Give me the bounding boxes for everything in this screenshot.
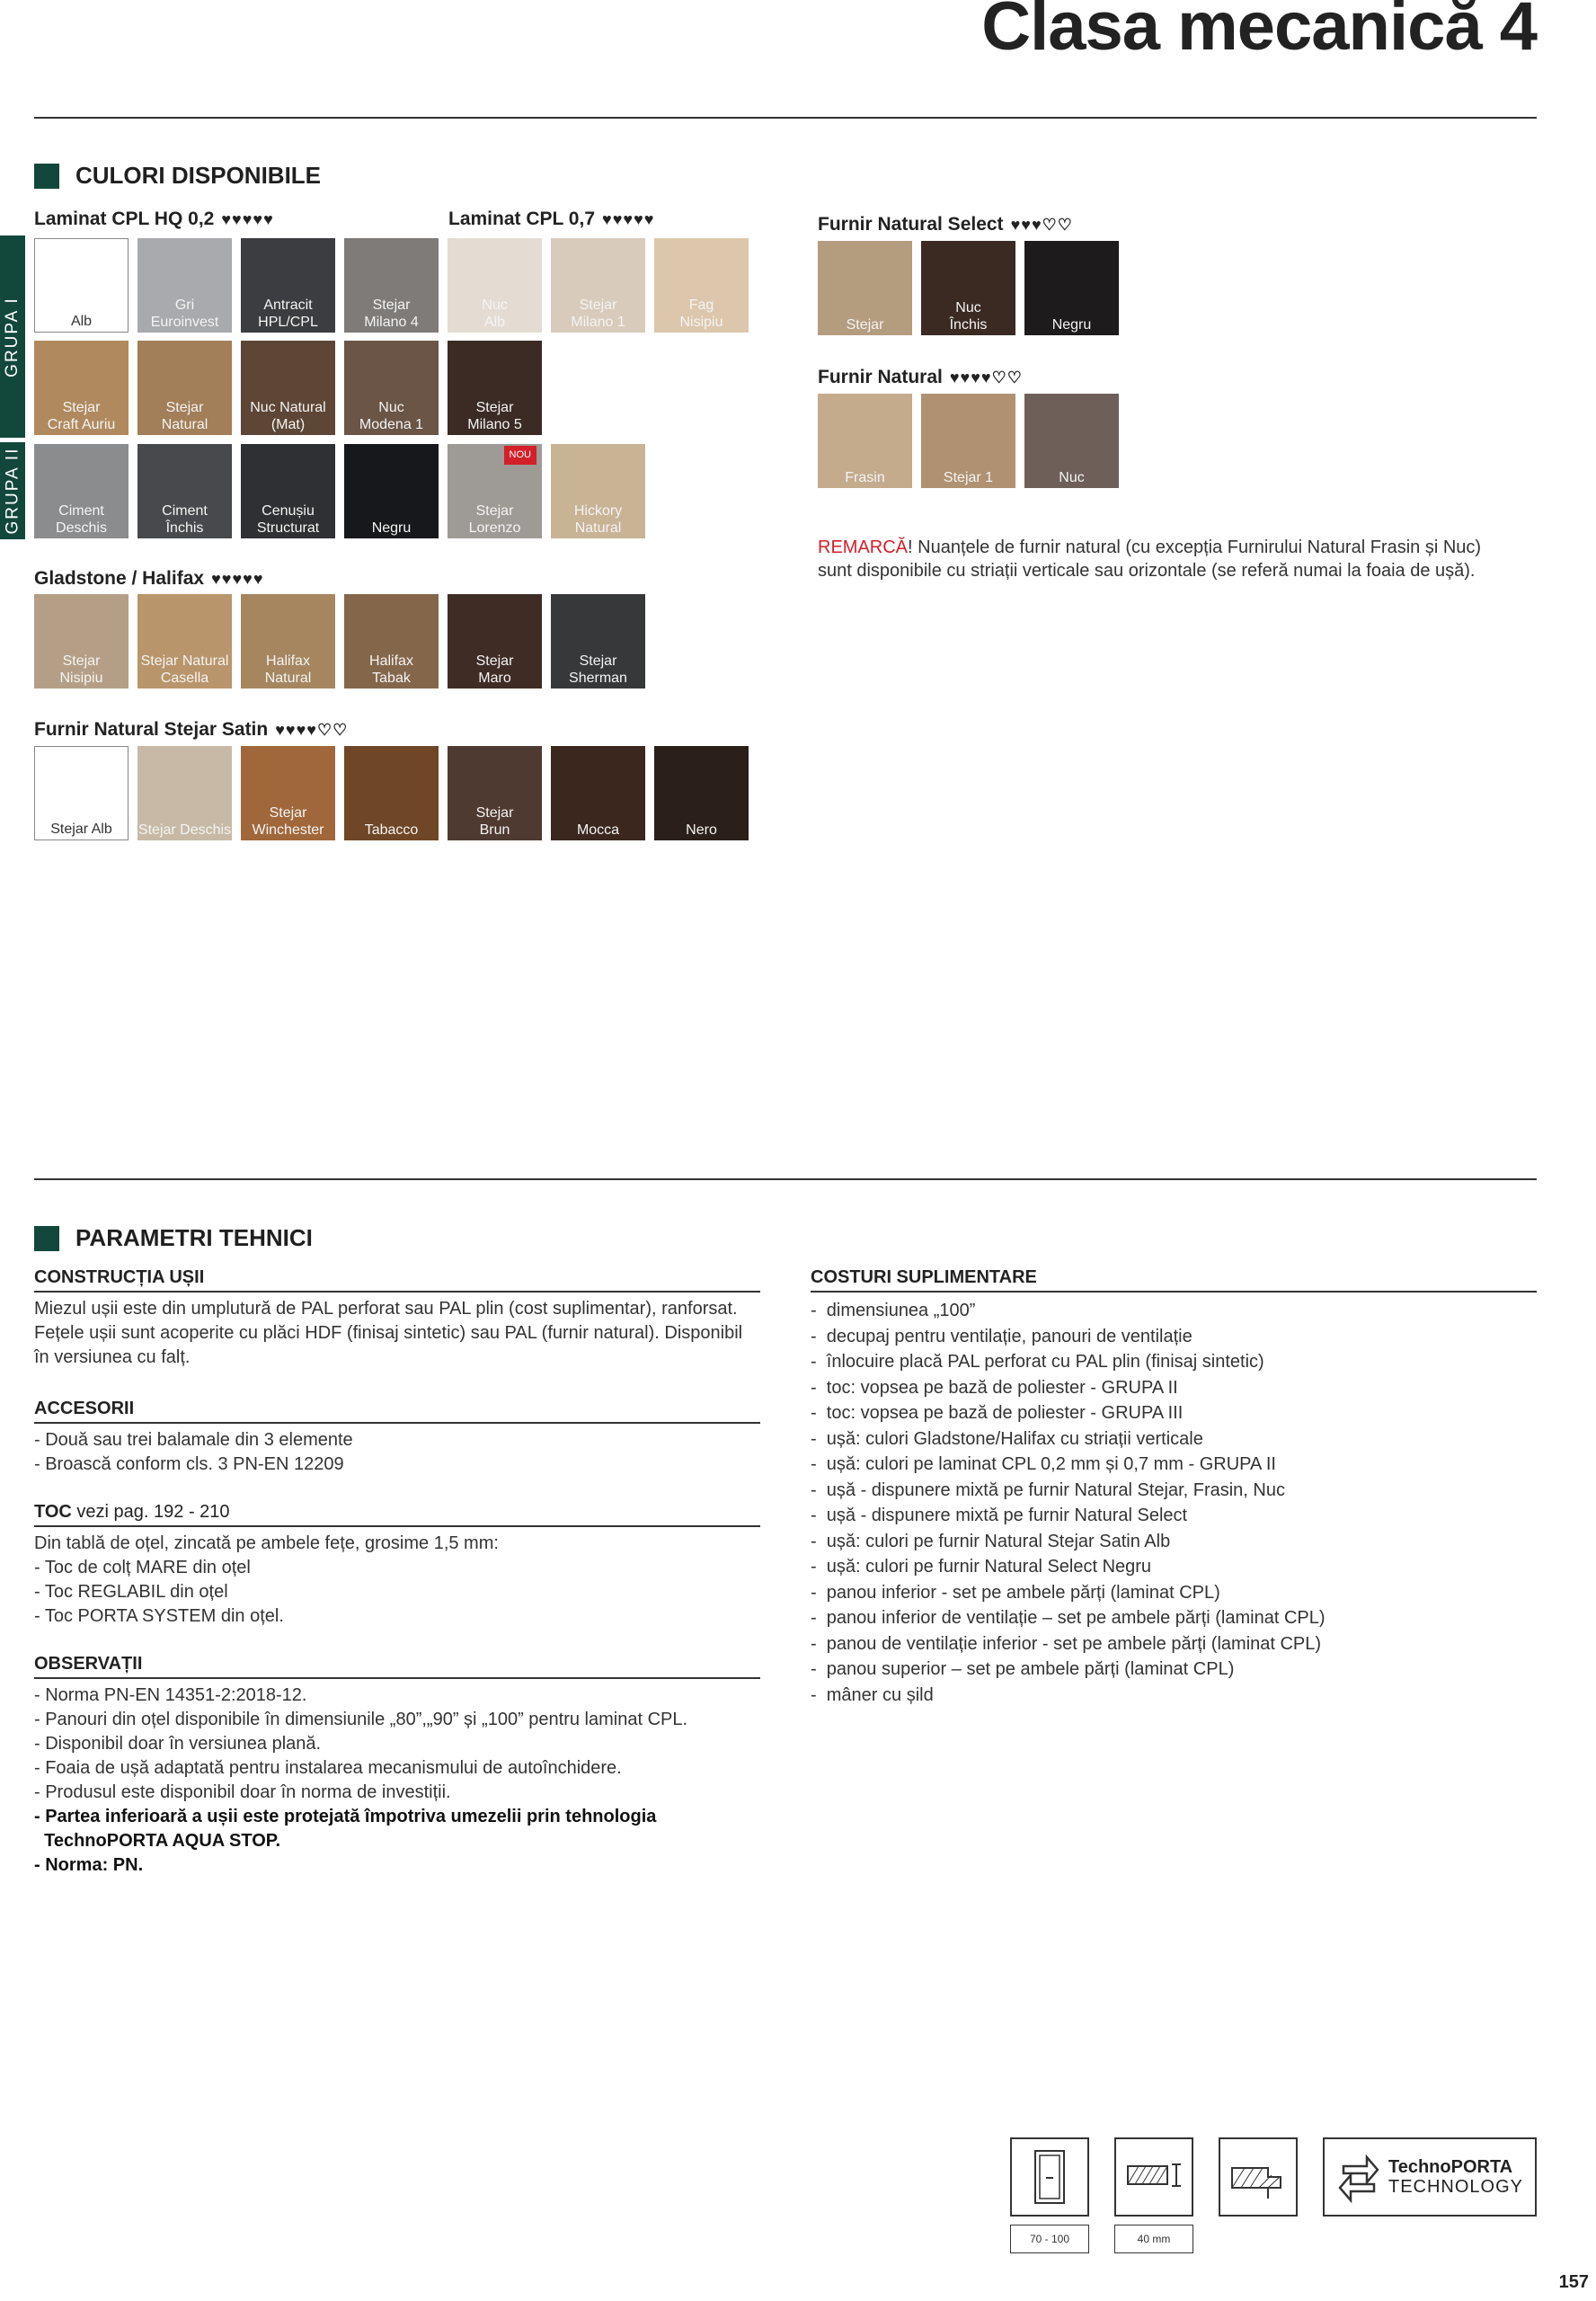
text-line: Din tablă de oțel, zincată pe ambele fețe, grosime 1,5 mm:: [34, 1533, 499, 1553]
text-line: - Toc PORTA SYSTEM din oțel.: [34, 1606, 284, 1626]
new-badge: NOU: [504, 446, 536, 465]
rating-hearts-icon: ♥♥♥♥♡♡: [275, 720, 349, 739]
costs-title: COSTURI SUPLIMENTARE: [811, 1267, 1537, 1293]
color-swatch: [241, 238, 335, 333]
natural-title-label: Furnir Natural: [818, 367, 943, 387]
text-line: - Broască conform cls. 3 PN-EN 12209: [34, 1454, 344, 1474]
page-title: Clasa mecanică 4: [981, 0, 1537, 65]
color-swatch-label: Stejar Lorenzo: [468, 503, 521, 536]
text-line: - Disponibil doar în versiunea plană.: [34, 1734, 322, 1754]
cost-item: - ușă - dispunere mixtă pe furnir Natural Select: [811, 1506, 1188, 1525]
cost-item: - ușă - dispunere mixtă pe furnir Natural Stejar, Frasin, Nuc: [811, 1479, 1285, 1500]
tech-heading: [34, 1224, 313, 1252]
rating-hearts-icon: ♥♥♥♥♥: [221, 209, 274, 228]
cost-item: - dimensiunea „100”: [811, 1301, 976, 1320]
cost-item: - decupaj pentru ventilație, panouri de ventilație: [811, 1326, 1193, 1346]
color-swatch-label: Stejar Milano 1: [571, 298, 625, 330]
thickness-icon: [1114, 2137, 1193, 2217]
color-swatch-label: Stejar 1: [943, 470, 994, 485]
color-swatch: [448, 341, 542, 435]
color-swatch-label: Mocca: [576, 822, 620, 838]
section-rule: [34, 1178, 1537, 1180]
color-swatch: [34, 444, 129, 538]
color-swatch: [34, 746, 129, 840]
text-line: - Foaia de ușă adaptată pentru instalarea mecanismului de autoînchidere.: [34, 1758, 622, 1778]
color-swatch-label: Nuc Natural (Mat): [250, 400, 326, 432]
color-swatch: [34, 341, 129, 435]
satin-title: [34, 719, 348, 741]
rating-hearts-icon: ♥♥♥♥♥: [211, 569, 264, 588]
color-swatch: [344, 444, 439, 538]
color-swatch: [34, 594, 129, 689]
color-swatch-label: Stejar Alb: [50, 822, 112, 837]
color-swatch-label: Stejar Milano 4: [364, 298, 419, 330]
color-swatch: [344, 238, 439, 333]
color-swatch-label: Stejar Craft Auriu: [47, 400, 116, 432]
cost-item: - ușă: culori pe furnir Natural Select Negru: [811, 1557, 1152, 1577]
color-swatch-label: Stejar Sherman: [569, 653, 627, 686]
color-swatch-label: Ciment Deschis: [56, 503, 107, 536]
color-swatch-label: Cenușiu Structurat: [256, 503, 320, 536]
color-swatch: [344, 341, 439, 435]
color-swatch-label: Nuc Modena 1: [359, 400, 424, 432]
rebate-icon: [1219, 2137, 1298, 2217]
cost-item: - mâner cu șild: [811, 1684, 934, 1705]
color-swatch-label: Tabacco: [364, 822, 419, 838]
text-line: Miezul ușii este din umplutură de PAL perforat sau PAL plin (cost suplimentar), ranforsat.: [34, 1299, 738, 1319]
observations-title: OBSERVAȚII: [34, 1654, 760, 1679]
grupa-2-bar: [0, 442, 25, 539]
title-rule: [34, 117, 1537, 119]
color-swatch: [137, 341, 232, 435]
toc-title: [34, 1502, 760, 1527]
cost-item: - toc: vopsea pe bază de poliester - GRUPA III: [811, 1403, 1184, 1423]
toc-page-ref: vezi pag. 192 - 210: [71, 1502, 230, 1522]
color-swatch-label: Frasin: [845, 470, 885, 485]
tech-right-column: [811, 1267, 1537, 1708]
costs-list: [811, 1298, 1537, 1708]
brand-subtitle: TECHNOLOGY: [1388, 2177, 1524, 2197]
color-swatch-label: Negru: [371, 520, 412, 536]
color-swatch-label: Halifax Tabak: [369, 653, 413, 686]
satin-title-label: Furnir Natural Stejar Satin: [34, 719, 269, 740]
toc-text: [34, 1532, 760, 1629]
thickness-label: 40 mm: [1114, 2225, 1193, 2253]
rating-hearts-icon: ♥♥♥♡♡: [1010, 215, 1073, 234]
color-swatch: [551, 594, 645, 689]
color-swatch-label: Antracit HPL/CPL: [258, 298, 318, 330]
color-swatch-label: Gri Euroinvest: [150, 298, 219, 330]
accessories-title: ACCESORII: [34, 1399, 760, 1424]
select-title: [818, 214, 1073, 235]
text-line-bold: - Norma: PN.: [34, 1855, 144, 1875]
construction-title: CONSTRUCȚIA UȘII: [34, 1267, 760, 1293]
colors-heading-label: CULORI DISPONIBILE: [75, 162, 322, 189]
color-swatch: [241, 746, 335, 840]
color-swatch: [344, 594, 439, 689]
cpl02-title: [34, 209, 274, 230]
cost-item: - înlocuire placă PAL perforat cu PAL plin (finisaj sintetic): [811, 1352, 1264, 1372]
toc-title-label: TOC: [34, 1502, 72, 1522]
text-line: - Produsul este disponibil doar în norma de investiții.: [34, 1782, 451, 1802]
text-line: - Două sau trei balamale din 3 elemente: [34, 1430, 353, 1450]
text-line: - Norma PN-EN 14351-2:2018-12.: [34, 1685, 307, 1705]
tech-left-column: [34, 1267, 760, 1878]
color-swatch: [654, 238, 749, 333]
color-swatch-label: Nuc: [1059, 470, 1085, 485]
text-line: - Toc REGLABIL din oțel: [34, 1582, 228, 1602]
color-swatch: [1024, 394, 1119, 488]
text-line-bold: - Partea inferioară a ușii este protejată împotriva umezelii prin tehnologia: [34, 1807, 657, 1826]
color-swatch: [137, 594, 232, 689]
color-swatch: [921, 241, 1015, 335]
remark-text: ! Nuanțele de furnir natural (cu excepția Furnirului Natural Frasin și Nuc) sunt disponibile cu striații verticale sau orizontale (se referă numai la foaia de ușă).: [818, 537, 1482, 581]
color-swatch-label: Stejar Natural: [161, 400, 208, 432]
color-swatch-label: Nuc Alb: [482, 298, 508, 330]
colors-heading: [34, 162, 321, 190]
color-swatch-label: Stejar Deschis: [137, 822, 232, 838]
grupa-2-label: GRUPA II: [3, 447, 22, 535]
brand-name: TechnoPORTA: [1388, 2157, 1513, 2177]
color-swatch-label: Nero: [686, 822, 717, 838]
cost-item: - panou de ventilație inferior - set pe ambele părți (laminat CPL): [811, 1633, 1322, 1654]
color-swatch-label: Nuc Închis: [949, 300, 988, 333]
color-swatch: [551, 238, 645, 333]
color-swatch: [654, 746, 749, 840]
natural-title: [818, 367, 1023, 388]
color-swatch: [344, 746, 439, 840]
color-swatch: [137, 444, 232, 538]
color-swatch-label: Hickory Natural: [573, 503, 623, 536]
color-swatch-label: Stejar Brun: [475, 805, 514, 838]
color-swatch: [241, 341, 335, 435]
cost-item: - ușă: culori Gladstone/Halifax cu striații verticale: [811, 1428, 1203, 1449]
cpl07-title: [448, 209, 654, 230]
color-swatch-label: Stejar Nisipiu: [59, 653, 103, 686]
section-square-icon: [34, 164, 59, 189]
cost-item: - panou inferior de ventilație – set pe ambele părți (laminat CPL): [811, 1608, 1326, 1628]
color-swatch: [921, 394, 1015, 488]
color-swatch: [818, 394, 912, 488]
cpl02-title-label: Laminat CPL HQ 0,2: [34, 209, 215, 229]
gladstone-title: [34, 568, 264, 590]
technoporta-arrows-icon: [1336, 2150, 1381, 2204]
cost-item: - ușă: culori pe furnir Natural Stejar Satin Alb: [811, 1531, 1171, 1551]
text-line: Fețele ușii sunt acoperite cu plăci HDF (finisaj sintetic) sau PAL (furnir natural). Disponibil: [34, 1323, 743, 1343]
tech-heading-label: PARAMETRI TEHNICI: [75, 1224, 313, 1251]
color-swatch-label: Ciment Închis: [162, 503, 208, 536]
grupa-1-bar: [0, 235, 25, 438]
cost-item: - toc: vopsea pe bază de poliester - GRUPA II: [811, 1377, 1178, 1398]
cpl07-title-label: Laminat CPL 0,7: [448, 209, 595, 229]
page-number: 157: [1558, 2272, 1589, 2292]
gladstone-title-label: Gladstone / Halifax: [34, 568, 205, 589]
color-swatch-label: Stejar Natural Casella: [140, 653, 229, 686]
door-size-label: 70 - 100: [1010, 2225, 1089, 2253]
color-swatch-label: Stejar Winchester: [252, 805, 324, 838]
text-line: în versiunea cu falț.: [34, 1347, 191, 1367]
remark-title: REMARCĂ: [818, 537, 909, 557]
cost-item: - panou inferior - set pe ambele părți (laminat CPL): [811, 1582, 1220, 1603]
technoporta-logo: [1323, 2137, 1537, 2217]
text-line-bold: TechnoPORTA AQUA STOP.: [34, 1831, 281, 1851]
cost-item: - panou superior – set pe ambele părți (laminat CPL): [811, 1659, 1235, 1679]
text-line: - Panouri din oțel disponibile în dimensiunile „80”,„90” și „100” pentru laminat CPL.: [34, 1710, 688, 1729]
color-swatch: [818, 241, 912, 335]
accessories-text: [34, 1428, 760, 1477]
color-swatch-label: Fag Nisipiu: [679, 298, 723, 330]
color-swatch-label: Stejar: [846, 317, 884, 333]
color-swatch: [448, 594, 542, 689]
select-title-label: Furnir Natural Select: [818, 214, 1004, 235]
color-swatch: [448, 746, 542, 840]
color-swatch-label: Halifax Natural: [264, 653, 312, 686]
observations-text: [34, 1684, 760, 1878]
remark-note: [818, 536, 1501, 582]
section-square-icon: [34, 1226, 59, 1251]
door-size-icon: [1010, 2137, 1089, 2217]
construction-text: [34, 1297, 760, 1370]
grupa-1-label: GRUPA I: [3, 296, 22, 378]
color-swatch: [34, 238, 129, 333]
color-swatch: [137, 238, 232, 333]
color-swatch: [1024, 241, 1119, 335]
text-line: - Toc de colț MARE din oțel: [34, 1558, 251, 1577]
color-swatch-label: Negru: [1051, 317, 1092, 333]
color-swatch: [551, 444, 645, 538]
color-swatch-label: Stejar Milano 5: [467, 400, 522, 432]
color-swatch: [448, 238, 542, 333]
color-swatch: [448, 444, 542, 538]
color-swatch: [241, 444, 335, 538]
color-swatch: [551, 746, 645, 840]
rating-hearts-icon: ♥♥♥♥♡♡: [949, 368, 1023, 386]
color-swatch: [241, 594, 335, 689]
color-swatch-label: Stejar Maro: [475, 653, 514, 686]
cost-item: - ușă: culori pe laminat CPL 0,2 mm și 0,7 mm - GRUPA II: [811, 1454, 1276, 1474]
rating-hearts-icon: ♥♥♥♥♥: [602, 209, 655, 228]
color-swatch: [137, 746, 232, 840]
color-swatch-label: Alb: [70, 314, 93, 329]
